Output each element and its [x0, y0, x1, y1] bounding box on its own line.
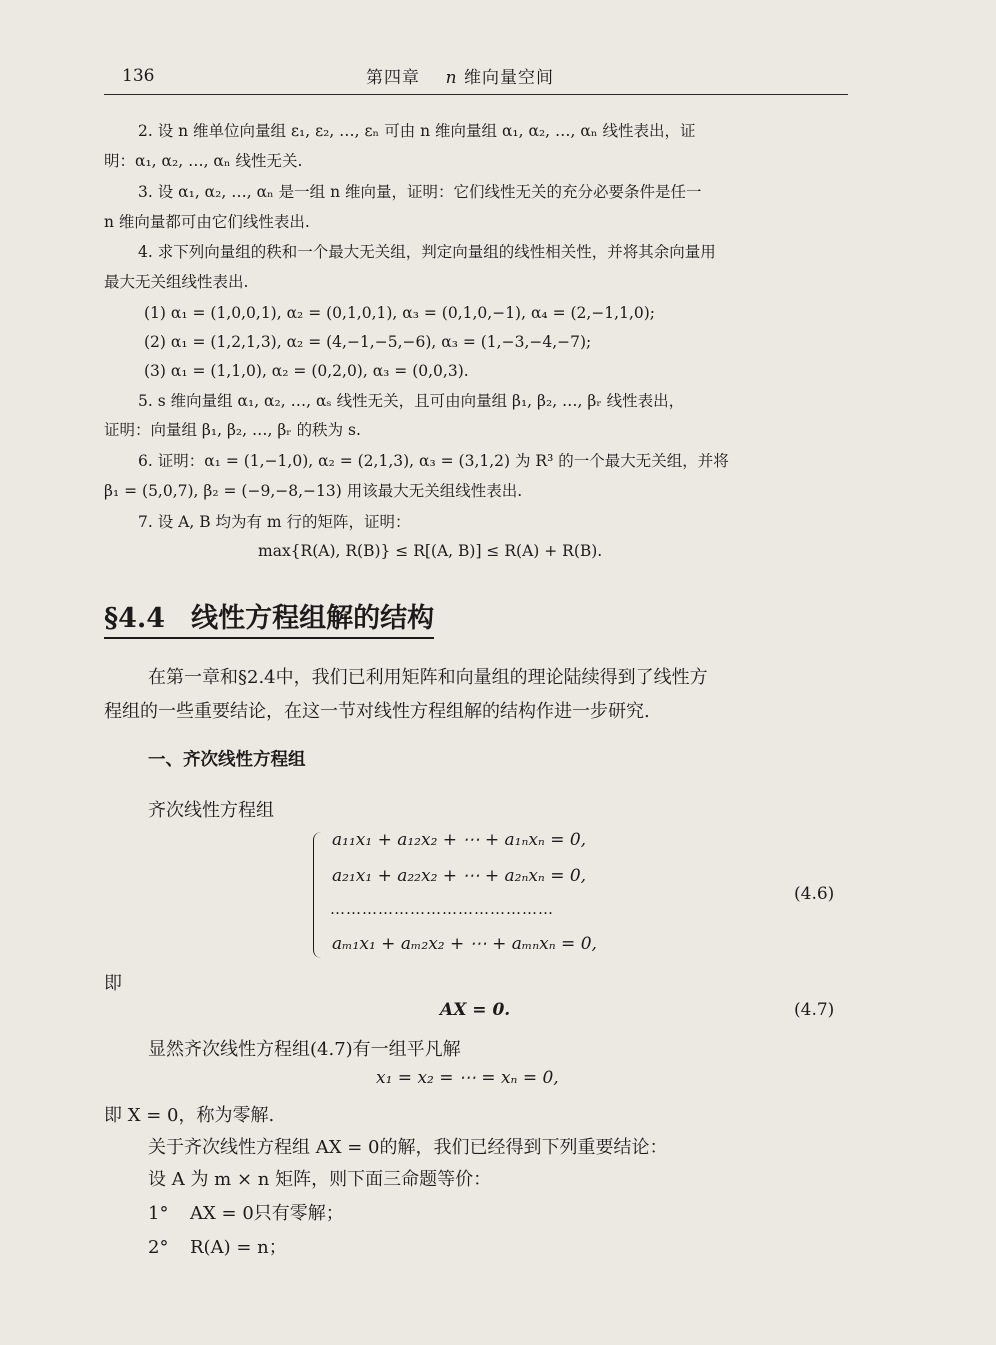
exercise-4-item-3: (3) α₁ = (1,1,0), α₂ = (0,2,0), α₃ = (0,0,3). — [144, 362, 469, 380]
exercise-4-item-2: (2) α₁ = (1,2,1,3), α₂ = (4,−1,−5,−6), α₃ = (1,−3,−4,−7); — [144, 333, 592, 351]
exercise-4-line-2: 最大无关组线性表出. — [104, 273, 249, 291]
chapter-n: n — [445, 68, 458, 88]
subsection-heading: 一、齐次线性方程组 — [148, 750, 306, 770]
exercise-2-line-2: 明：α₁, α₂, …, αₙ 线性无关. — [104, 152, 303, 170]
header-rule — [104, 94, 848, 95]
matrix-equation: AX = 0. — [440, 1000, 511, 1020]
trivial-solution-formula: x₁ = x₂ = ⋯ = xₙ = 0, — [376, 1068, 559, 1088]
equation-row-1: a₁₁x₁ + a₁₂x₂ + ⋯ + a₁ₙxₙ = 0, — [332, 830, 587, 850]
equation-row-m: aₘ₁x₁ + aₘ₂x₂ + ⋯ + aₘₙxₙ = 0, — [332, 934, 597, 954]
conclusion-item-1: AX = 0只有零解； — [190, 1203, 344, 1224]
exercise-3-line-1: 3. 设 α₁, α₂, …, αₙ 是一组 n 维向量，证明：它们线性无关的充分必要条件是任一 — [138, 183, 702, 201]
exercise-3-line-2: n 维向量都可由它们线性表出. — [104, 213, 310, 231]
equation-number-4-6: (4.6) — [794, 884, 835, 904]
equation-row-2: a₂₁x₁ + a₂₂x₂ + ⋯ + a₂ₙxₙ = 0, — [332, 866, 587, 886]
conclusion-item-2: R(A) = n； — [190, 1237, 287, 1258]
section-title: 线性方程组解的结构 — [191, 603, 435, 634]
exercise-2-line-1: 2. 设 n 维单位向量组 ε₁, ε₂, …, εₙ 可由 n 维向量组 α₁, α₂, …, αₙ 线性表出，证 — [138, 122, 696, 140]
conclusions-line-1: 关于齐次线性方程组 AX = 0的解，我们已经得到下列重要结论： — [148, 1137, 668, 1158]
equation-dots-row: …………………………………… — [330, 900, 554, 918]
zero-solution-line: 即 X = 0，称为零解. — [104, 1105, 275, 1126]
conclusions-line-2: 设 A 为 m × n 矩阵，则下面三命题等价： — [148, 1169, 492, 1190]
conclusion-item-1-number: 1° — [148, 1203, 169, 1224]
exercise-4-line-1: 4. 求下列向量组的秩和一个最大无关组，判定向量组的线性相关性，并将其余向量用 — [138, 243, 716, 261]
exercise-7-line-1: 7. 设 A, B 均为有 m 行的矩阵，证明： — [138, 513, 411, 531]
exercise-6-line-2: β₁ = (5,0,7), β₂ = (−9,−8,−13) 用该最大无关组线性表出. — [104, 482, 523, 500]
running-head — [366, 63, 554, 88]
chapter-title: 维向量空间 — [463, 68, 554, 88]
chapter-label: 第四章 — [366, 68, 420, 88]
intro-line-1: 在第一章和§2.4中，我们已利用矩阵和向量组的理论陆续得到了线性方 — [148, 667, 708, 688]
intro-line-2: 程组的一些重要结论，在这一节对线性方程组解的结构作进一步研究. — [104, 701, 650, 722]
page-number: 136 — [122, 66, 155, 86]
exercise-4-item-1: (1) α₁ = (1,0,0,1), α₂ = (0,1,0,1), α₃ = (0,1,0,−1), α₄ = (2,−1,1,0); — [144, 304, 656, 322]
system-brace — [313, 832, 328, 958]
conclusion-item-2-number: 2° — [148, 1237, 169, 1258]
exercise-5-line-2: 证明：向量组 β₁, β₂, …, βᵣ 的秩为 s. — [104, 421, 361, 439]
ji-label: 即 — [104, 973, 122, 994]
exercise-6-line-1: 6. 证明：α₁ = (1,−1,0), α₂ = (2,1,3), α₃ = (3,1,2) 为 R³ 的一个最大无关组，并将 — [138, 452, 729, 470]
trivial-solution-line: 显然齐次线性方程组(4.7)有一组平凡解 — [148, 1039, 461, 1060]
exercise-5-line-1: 5. s 维向量组 α₁, α₂, …, αₛ 线性无关，且可由向量组 β₁, β₂, …, βᵣ 线性表出， — [138, 392, 685, 410]
exercise-7-formula: max{R(A), R(B)} ≤ R[(A, B)] ≤ R(A) + R(B). — [258, 542, 603, 560]
section-heading — [104, 596, 434, 639]
equation-number-4-7: (4.7) — [794, 1000, 835, 1020]
system-lead: 齐次线性方程组 — [148, 800, 274, 821]
section-number: §4.4 — [104, 603, 166, 634]
